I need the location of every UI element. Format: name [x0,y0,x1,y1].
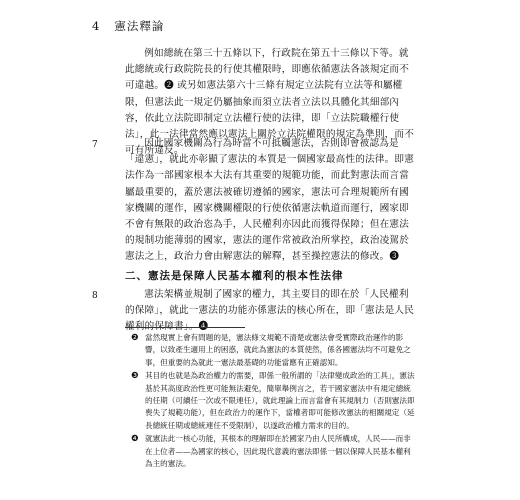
paragraph-1: 例如總統在第三十五條以下，行政院在第五十三條以下等。就此總統或行政院院長的行使其權限時，即應依循憲法各該規定而不可違越。❷ 或另如憲法第六十三條有規定立法院有立法等和屬權限，但憲法此一規定仍屬抽象而須立法者立法以具體化其細部內容，依此立法院即制定立法權行使的法律，即「立法院職權行使法」，此一法律當然應以憲法上關於立法院權限的規定為準則，而不可有所違反。 [125,48,415,157]
paragraph-2: 因此國家機關為行為時當不可抵觸憲法，否則即會被認為是「違憲」，就此亦彰顯了憲法的本質是一個國家最高性的法律。即憲法作為一部國家根本大法有其重要的規範功能，而此對憲法而言當屬最重要的，蓋於憲法被確切遵循的國家，憲法可合理規範所有國家機關的運作，國家機關權限的行使依循憲法軌道而運行，國家即不會有無限的政治恣為手，人民權利亦因此而獲得保障；但在憲法的規制功能薄弱的國家，憲法的運作常被政治所掌控，政治凌駕於憲法之上，政治力會由解憲法的解釋，甚至操控憲法的修改。❸ [125,138,415,263]
paragraph-3: 憲法架構並規制了國家的權力，其主要目的即在於「人民權利的保障」，就此一憲法的功能亦係憲法的核心所在，即「憲法是人民權利的保障書」。❹ [125,289,415,333]
footnote-item [125,433,415,470]
footnote-text: 就憲法此一核心功能，其根本的理解即在於國家乃由人民所構成，人民——而非在上位者——為國家的核心，因此現代意義的憲法即係一個以保障人民基本權利為主的憲法。 [145,434,411,469]
footnote-text: 其目的也就是為政治權力的需要，即係一般所謂的「法律變成政治的工具」，憲法基於其高度政治性更可能無法避免，簡單舉例言之，若干國家憲法中有規定總統的任期（可續任一次或不限連任），就此理論上而言當會有其規制力（否則憲法即喪失了規範功能），但在政治力的運作下，當權者即可能修改憲法的相關規定（延長總統任期或總統連任不受限制），以遂政治權力需求的目的。 [145,371,415,430]
book-title: 憲法釋論 [114,19,165,33]
running-head [92,18,164,34]
footnote-item [125,332,415,369]
footnote-item [125,370,415,432]
footnote-divider [125,327,245,328]
footnote-marker: ❷ [131,333,139,343]
margin-number-8: 8 [92,291,98,301]
margin-number-7: 7 [92,140,98,150]
footnote-text: 當然現實上會有問題的是，憲法條文規範不清楚或憲法會受實際政治運作的影響，以致產生適用上的困惑，就此為憲法的本質使然，係各國憲法均不可避免之事，但重要的為就此一憲法最基礎的功能當應有正確認知。 [145,333,411,367]
paragraph-2-block [125,136,415,266]
footnote-marker: ❸ [131,371,139,382]
footnote-marker: ❹ [131,434,139,445]
paragraph-3-block [125,287,415,336]
section-heading: 二、憲法是保障人民基本權利的根本性法律 [125,270,344,282]
page-number: 4 [92,19,101,33]
footnotes [125,332,415,471]
